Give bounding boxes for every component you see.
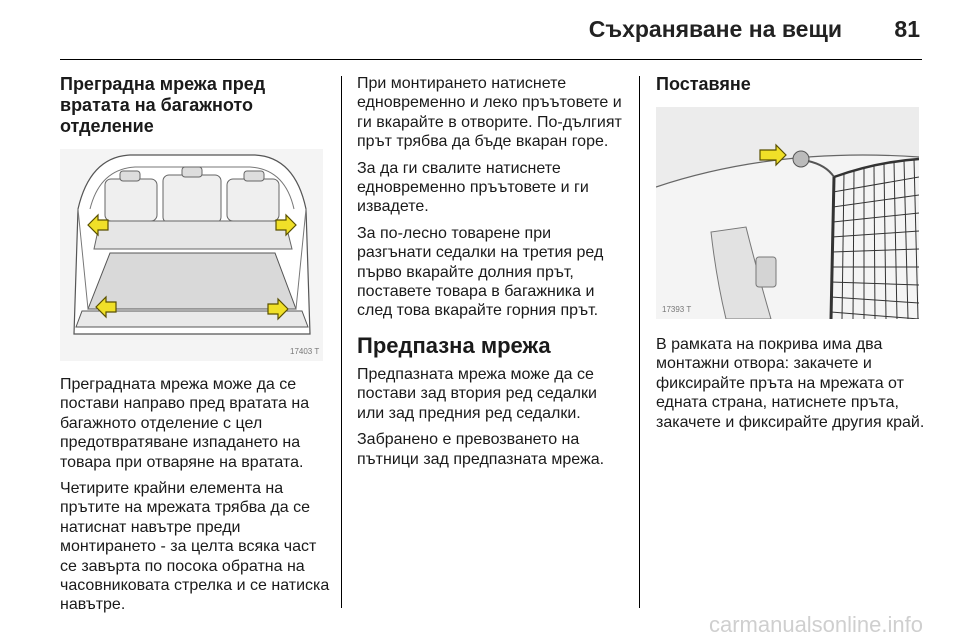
column-1 bbox=[60, 74, 332, 622]
paragraph: При монтирането натиснете едновременно и леко пръътовете и ги вкарайте в отворите. По-дългият прът трябва да бъде вкаран горе. bbox=[357, 75, 622, 151]
watermark-url: carmanualsonline.info bbox=[708, 612, 923, 637]
paragraph: Забранено е превозването на пътници зад предпазната мрежа. bbox=[357, 431, 605, 468]
page-number: 81 bbox=[894, 16, 920, 42]
paragraph: В рамката на покрива има два монтажни отвора: закачете и фиксирайте пръта на мрежата от едната страна, натиснете пръта, закачете и фиксирайте другия край. bbox=[656, 336, 925, 431]
paragraph: Преградната мрежа може да се постави направо пред вратата на багажното отделение с цел предотвратяване изпадането на товара при отваряне на вратата. bbox=[60, 376, 310, 471]
paragraph: За по-лесно товарене при разгънати седалки на третия ред първо вкарайте долния прът, поставете товара в багажника и след това вкарайте горния прът. bbox=[357, 224, 604, 320]
header-rule bbox=[60, 59, 922, 60]
section-title: Съхраняване на вещи bbox=[588, 16, 842, 42]
mounting-hole-illustration bbox=[656, 107, 919, 319]
column-divider bbox=[639, 76, 640, 608]
column-divider bbox=[341, 76, 342, 608]
figure-code: 17403 T bbox=[290, 347, 320, 356]
section-heading: Предпазна мрежа bbox=[357, 332, 551, 358]
column-3 bbox=[656, 74, 926, 439]
paragraph: Четирите крайни елемента на прътите на мрежата трябва да се натиснат навътре преди монтирането - за целта всяка част се завърта по посока обратна на часовниковата стрелка и се натиска навътре. bbox=[60, 480, 330, 614]
page-header bbox=[0, 0, 960, 62]
section-heading: Преградна мрежа пред вратата на багажното отделение bbox=[60, 74, 266, 136]
column-2 bbox=[357, 74, 625, 476]
paragraph: За да ги свалите натиснете едновременно пръътовете и ги извадете. bbox=[357, 159, 589, 216]
section-heading: Поставяне bbox=[656, 74, 751, 94]
figure-code: 17393 T bbox=[662, 305, 692, 314]
paragraph: Предпазната мрежа може да се постави зад втория ред седалки или зад предния ред седалки. bbox=[357, 365, 597, 422]
trunk-net-illustration bbox=[60, 149, 323, 361]
